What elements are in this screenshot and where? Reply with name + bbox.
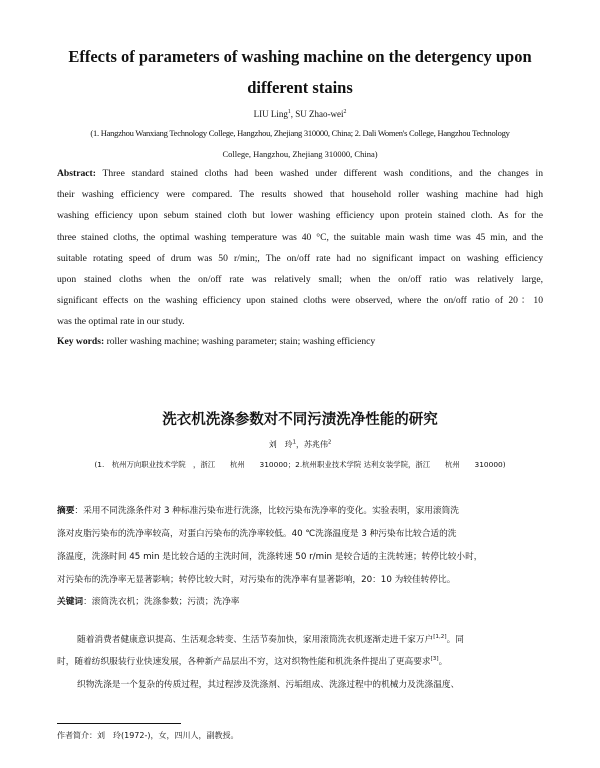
chinese-body-line: 织物洗涤是一个复杂的传质过程，其过程涉及洗涤剂、污垢组成、洗涤过程中的机械力及洗涤温度、 — [77, 680, 460, 690]
body-text: 。同 — [446, 635, 464, 645]
chinese-body-line — [77, 634, 543, 646]
cn-author-2: 苏兆伟 — [304, 440, 328, 449]
cn-author-2-affiliation-mark: 2 — [328, 439, 332, 446]
abstract-label: Abstract: — [57, 168, 96, 179]
body-text: 时，随着纺织服装行业快速发展，各种新产品层出不穷，这对织物性能和机洗条件提出了更高要求 — [57, 657, 431, 667]
author-1-affiliation-mark: 1 — [287, 109, 291, 115]
author-2: SU Zhao-wei — [295, 109, 344, 119]
english-authors — [40, 109, 560, 120]
chinese-abstract-line: 涤对皮脂污染布的洗净率较高，对蛋白污染布的洗净率较低。40 ℃洗涤温度是 3 种污染布比较合适的洗 — [57, 529, 457, 539]
chinese-abstract-line: 涤温度，洗涤时间 45 min 是比较合适的主洗时间，洗涤转速 50 r/min 是较合适的主洗转速；转停比较小时， — [57, 552, 483, 562]
citation-ref: [1,2] — [433, 634, 447, 641]
cn-author-1: 刘 玲 — [268, 440, 293, 449]
citation-ref: [3] — [430, 656, 439, 663]
english-affiliation-line-2: College, Hangzhou, Zhejiang 310000, China) — [222, 149, 378, 159]
cn-author-separator: ， — [296, 440, 304, 449]
english-abstract-line: significant effects on the washing efficiency upon stained cloths were observed, where the on/off ratio of 20：10 — [57, 295, 543, 306]
english-abstract-line: washing efficiency upon sebum stained cloth but lower washing efficiency upon protein stained cloth. As for the — [57, 210, 543, 221]
cn-abstract-label: 摘要 — [57, 506, 75, 516]
cn-keywords-label: 关键词 — [57, 597, 84, 607]
english-abstract-line: upon stained cloths when the on/off rate was relatively small; when the on/off ratio was relatively large, — [57, 274, 543, 285]
english-abstract-line: was the optimal rate in our study. — [57, 316, 185, 327]
abstract-text: Three standard stained cloths had been washed under different wash conditions, and the changes in — [95, 168, 543, 179]
english-abstract-line: suitable rotating speed of drum was 50 r/min;, The on/off rate had no significant impact on washing efficiency — [57, 253, 543, 264]
cn-author-1-affiliation-mark: 1 — [292, 439, 296, 446]
chinese-title: 洗衣机洗涤参数对不同污渍洗净性能的研究 — [162, 412, 438, 428]
body-text: 。 — [438, 657, 448, 667]
english-affiliation-line-1: (1. Hangzhou Wanxiang Technology College, Hangzhou, Zhejiang 310000, China; 2. Dali Women's College, Hangzhou Technology — [90, 128, 510, 138]
english-abstract-line: their washing efficiency were compared. The results showed that household roller washing machine had high — [57, 189, 543, 200]
chinese-keywords — [57, 596, 543, 608]
english-keywords — [57, 336, 543, 348]
chinese-abstract-line: 对污染布的洗净率无显著影响；转停比较大时，对污染布的洗净率有显著影响，20：10 为较佳转停比。 — [57, 575, 456, 585]
author-1: LIU Ling — [253, 109, 288, 119]
english-abstract-line — [57, 168, 543, 180]
author-2-affiliation-mark: 2 — [343, 109, 347, 115]
chinese-affiliation: (1. 杭州万向职业技术学院 ，浙江 杭州 310000；2.杭州职业技术学院 达利女装学院，浙江 杭州 310000) — [94, 460, 506, 469]
english-title-line-1: Effects of parameters of washing machine on the detergency upon — [68, 47, 532, 66]
body-text: 随着消费者健康意识提高、生活观念转变、生活节奏加快，家用滚筒洗衣机逐渐走进千家万户 — [77, 635, 434, 645]
author-footnote: 作者简介：刘 玲(1972-)，女，四川人，副教授。 — [57, 731, 239, 740]
chinese-authors — [40, 440, 560, 450]
keywords-text: roller washing machine; washing parameter; stain; washing efficiency — [104, 336, 376, 347]
footnote-divider — [57, 723, 181, 724]
chinese-abstract-line — [57, 505, 543, 517]
english-abstract-line: three stained cloths, the optimal washing temperature was 40 °C, the suitable main wash time was 45 min, and the — [57, 232, 543, 243]
author-separator: , — [290, 109, 296, 119]
cn-keywords-text: ：滚筒洗衣机；洗涤参数；污渍；洗净率 — [83, 597, 240, 607]
keywords-label: Key words: — [57, 336, 105, 347]
cn-abstract-text: ：采用不同洗涤条件对 3 种标准污染布进行洗涤，比较污染布洗净率的变化。实验表明，家用滚筒洗 — [74, 506, 459, 516]
chinese-body-line — [57, 656, 543, 668]
english-title-line-2: different stains — [247, 78, 353, 97]
